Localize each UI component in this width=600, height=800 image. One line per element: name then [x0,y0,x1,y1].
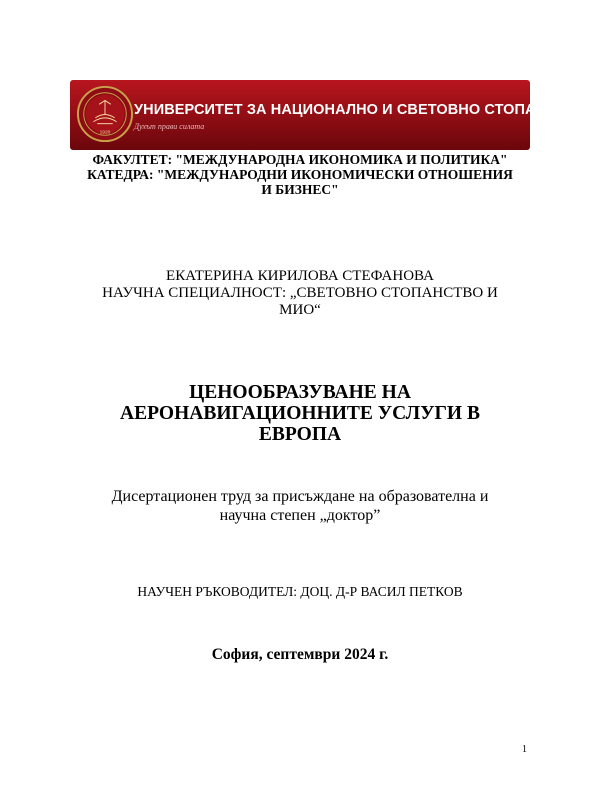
faculty-block [60,152,540,197]
university-seal-icon [76,85,134,143]
author-block [60,268,540,319]
dissertation-title [90,382,510,445]
subtitle-line-2: научна степен „доктор” [219,507,381,524]
place-and-date: София, септември 2024 г. [211,646,389,663]
university-name: УНИВЕРСИТЕТ ЗА НАЦИОНАЛНО И СВЕТОВНО СТОПАНСТВО [134,102,587,118]
title-line-1: ЦЕНООБРАЗУВАНЕ НА [189,382,411,403]
title-line-3: ЕВРОПА [258,424,342,445]
page-number: 1 [522,744,527,755]
author-name: ЕКАТЕРИНА КИРИЛОВА СТЕФАНОВА [166,268,434,284]
title-line-2: АЕРОНАВИГАЦИОННИТЕ УСЛУГИ В [120,403,480,424]
department-line-cont: И БИЗНЕС" [261,182,339,197]
university-banner [70,80,587,150]
supervisor: НАУЧЕН РЪКОВОДИТЕЛ: ДОЦ. Д-Р ВАСИЛ ПЕТКОВ [137,584,463,599]
specialty-line: НАУЧНА СПЕЦИАЛНОСТ: „СВЕТОВНО СТОПАНСТВО И [102,285,498,301]
faculty-line: ФАКУЛТЕТ: "МЕЖДУНАРОДНА ИКОНОМИКА И ПОЛИТИКА" [92,152,508,167]
department-line: КАТЕДРА: "МЕЖДУНАРОДНИ ИКОНОМИЧЕСКИ ОТНОШЕНИЯ [87,167,513,182]
subtitle-line-1: Дисертационен труд за присъждане на образователна и [111,488,489,505]
dissertation-subtitle [70,487,530,525]
seal-year: 1920 [99,130,111,136]
university-motto: Духът прави силата [134,122,205,131]
specialty-line-cont: МИО“ [279,302,321,318]
